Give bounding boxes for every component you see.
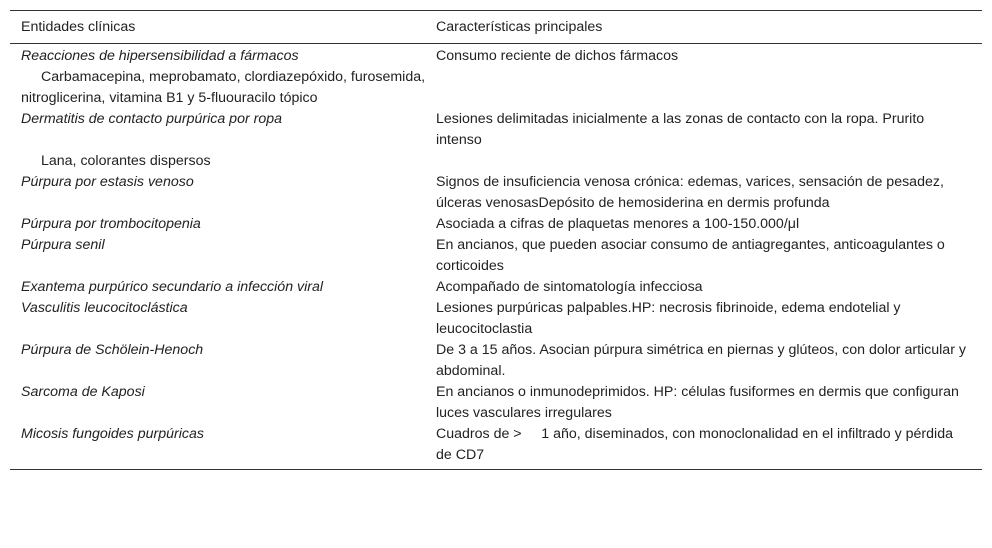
table-row	[10, 340, 982, 382]
table-header	[10, 11, 982, 44]
entity-features: En ancianos, que pueden asociar consumo de antiagregantes, anticoagulantes o corticoides	[436, 237, 945, 274]
entity-name: Vasculitis leucocitoclástica	[21, 300, 188, 316]
entity-detail: Lana, colorantes dispersos	[41, 153, 211, 169]
table-row	[10, 214, 982, 235]
entity-features: En ancianos o inmunodeprimidos. HP: células fusiformes en dermis que configuran luces vasculares irregulares	[436, 384, 959, 421]
entity-name: Exantema purpúrico secundario a infección viral	[21, 279, 324, 295]
entity-detail: Carbamacepina, meprobamato, clordiazepóxido, furosemida, nitroglicerina, vitamina B1 y 5-fluouracilo tópico	[21, 69, 426, 106]
entity-features: De 3 a 15 años. Asocian púrpura simétrica en piernas y glúteos, con dolor articular y abdominal.	[436, 342, 966, 379]
entity-name: Sarcoma de Kaposi	[21, 384, 145, 400]
table-row	[10, 382, 982, 424]
header-entities: Entidades clínicas	[21, 18, 136, 35]
table-body	[10, 44, 982, 469]
table-row	[10, 109, 982, 172]
entity-name: Reacciones de hipersensibilidad a fármacos	[21, 48, 299, 64]
entity-features: Acompañado de sintomatología infecciosa	[436, 279, 703, 295]
entity-features: Cuadros de > 1 año, diseminados, con monoclonalidad en el infiltrado y pérdida de CD7	[436, 426, 953, 463]
table-row	[10, 424, 982, 466]
entity-name: Púrpura senil	[21, 237, 105, 253]
entity-features: Asociada a cifras de plaquetas menores a 100-150.000/μl	[436, 216, 800, 232]
table-row	[10, 235, 982, 277]
entity-features: Lesiones delimitadas inicialmente a las zonas de contacto con la ropa. Prurito intenso	[436, 111, 925, 148]
table-row	[10, 277, 982, 298]
entity-name: Púrpura de Schölein-Henoch	[21, 342, 204, 358]
entity-features: Signos de insuficiencia venosa crónica: edemas, varices, sensación de pesadez, úlceras venosasDepósito de hemosiderina en dermis profunda	[436, 174, 944, 211]
table-row	[10, 298, 982, 340]
table-row	[10, 46, 982, 109]
entity-features: Lesiones purpúricas palpables.HP: necrosis fibrinoide, edema endotelial y leucocitoclastia	[436, 300, 901, 337]
entity-name: Púrpura por trombocitopenia	[21, 216, 201, 232]
entity-name: Dermatitis de contacto purpúrica por ropa	[21, 111, 283, 127]
entity-features: Consumo reciente de dichos fármacos	[436, 48, 679, 64]
table-row	[10, 172, 982, 214]
entity-name: Micosis fungoides purpúricas	[21, 426, 204, 442]
clinical-entities-table	[10, 10, 982, 470]
header-features: Características principales	[436, 18, 603, 35]
entity-name: Púrpura por estasis venoso	[21, 174, 194, 190]
